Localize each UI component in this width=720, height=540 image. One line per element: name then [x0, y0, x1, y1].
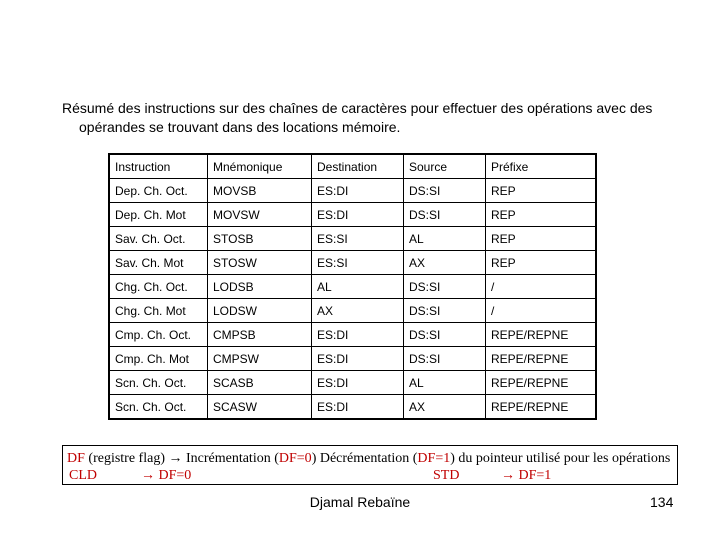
cell-source: DS:SI: [404, 323, 486, 347]
cell-mnemonique: SCASB: [208, 371, 312, 395]
cell-mnemonique: LODSW: [208, 299, 312, 323]
cell-destination: AX: [312, 299, 404, 323]
df-text-2: ) Décrémentation (: [311, 451, 418, 466]
table-row: [109, 347, 596, 371]
page-number: 134: [650, 494, 674, 510]
cell-mnemonique: CMPSW: [208, 347, 312, 371]
df-label: DF: [67, 451, 85, 466]
cell-prefixe: REPE/REPNE: [486, 323, 597, 347]
header-source: Source: [404, 154, 486, 179]
df-zero-value: DF=0: [278, 451, 312, 466]
intro-text: [62, 99, 682, 137]
cell-destination: ES:DI: [312, 323, 404, 347]
header-instruction: Instruction: [109, 154, 208, 179]
cld-value: → DF=0: [141, 468, 192, 483]
cell-mnemonique: CMPSB: [208, 323, 312, 347]
table-row: [109, 299, 596, 323]
cell-destination: ES:DI: [312, 203, 404, 227]
cell-instruction: Cmp. Ch. Oct.: [109, 323, 208, 347]
cell-prefixe: REP: [486, 251, 597, 275]
footer-author: Djamal Rebaïne: [309, 494, 411, 510]
table-row: [109, 179, 596, 203]
cell-mnemonique: LODSB: [208, 275, 312, 299]
cell-mnemonique: MOVSW: [208, 203, 312, 227]
cell-source: DS:SI: [404, 275, 486, 299]
cld-label: CLD: [69, 468, 97, 483]
cell-source: DS:SI: [404, 347, 486, 371]
std-label: STD: [433, 468, 460, 483]
cell-source: AL: [404, 227, 486, 251]
df-text-1: (registre flag) → Incrémentation (: [84, 451, 279, 466]
cell-destination: ES:DI: [312, 395, 404, 420]
cell-prefixe: /: [486, 299, 597, 323]
cell-destination: ES:DI: [312, 179, 404, 203]
cell-prefixe: REP: [486, 227, 597, 251]
cell-mnemonique: MOVSB: [208, 179, 312, 203]
header-destination: Destination: [312, 154, 404, 179]
cell-source: DS:SI: [404, 179, 486, 203]
header-mnemonique: Mnémonique: [208, 154, 312, 179]
table-row: [109, 323, 596, 347]
cell-prefixe: REPE/REPNE: [486, 371, 597, 395]
cell-source: AX: [404, 251, 486, 275]
table-row: [109, 251, 596, 275]
intro-line-2: opérandes se trouvant dans des locations mémoire.: [79, 119, 401, 135]
cld-std-line: [67, 467, 677, 484]
cell-prefixe: REPE/REPNE: [486, 395, 597, 420]
cell-prefixe: /: [486, 275, 597, 299]
std-value: → DF=1: [501, 468, 552, 483]
table-row: [109, 371, 596, 395]
direction-flag-note: [62, 445, 678, 485]
cell-destination: ES:SI: [312, 227, 404, 251]
cell-instruction: Dep. Ch. Oct.: [109, 179, 208, 203]
cell-destination: ES:SI: [312, 251, 404, 275]
df-text-3: ) du pointeur utilisé pour les opérations: [450, 451, 671, 466]
cell-instruction: Sav. Ch. Oct.: [109, 227, 208, 251]
table-header-row: [109, 154, 596, 179]
cell-instruction: Scn. Ch. Oct.: [109, 371, 208, 395]
cell-prefixe: REPE/REPNE: [486, 347, 597, 371]
string-instructions-table: [108, 153, 597, 420]
cell-mnemonique: STOSB: [208, 227, 312, 251]
intro-line-1: Résumé des instructions sur des chaînes de caractères pour effectuer des opérations avec des: [62, 100, 653, 116]
table-row: [109, 203, 596, 227]
cell-destination: ES:DI: [312, 347, 404, 371]
cell-source: AX: [404, 395, 486, 420]
cell-mnemonique: SCASW: [208, 395, 312, 420]
cell-instruction: Dep. Ch. Mot: [109, 203, 208, 227]
table-row: [109, 395, 596, 420]
cell-destination: ES:DI: [312, 371, 404, 395]
cell-source: DS:SI: [404, 203, 486, 227]
cell-instruction: Chg. Ch. Mot: [109, 299, 208, 323]
cell-source: DS:SI: [404, 299, 486, 323]
cell-prefixe: REP: [486, 179, 597, 203]
cell-source: AL: [404, 371, 486, 395]
df-line: [67, 450, 677, 467]
table-row: [109, 227, 596, 251]
df-one-value: DF=1: [417, 451, 451, 466]
cell-instruction: Chg. Ch. Oct.: [109, 275, 208, 299]
cell-instruction: Cmp. Ch. Mot: [109, 347, 208, 371]
cell-prefixe: REP: [486, 203, 597, 227]
cell-destination: AL: [312, 275, 404, 299]
cell-mnemonique: STOSW: [208, 251, 312, 275]
header-prefixe: Préfixe: [486, 154, 597, 179]
table-row: [109, 275, 596, 299]
cell-instruction: Scn. Ch. Oct.: [109, 395, 208, 420]
cell-instruction: Sav. Ch. Mot: [109, 251, 208, 275]
